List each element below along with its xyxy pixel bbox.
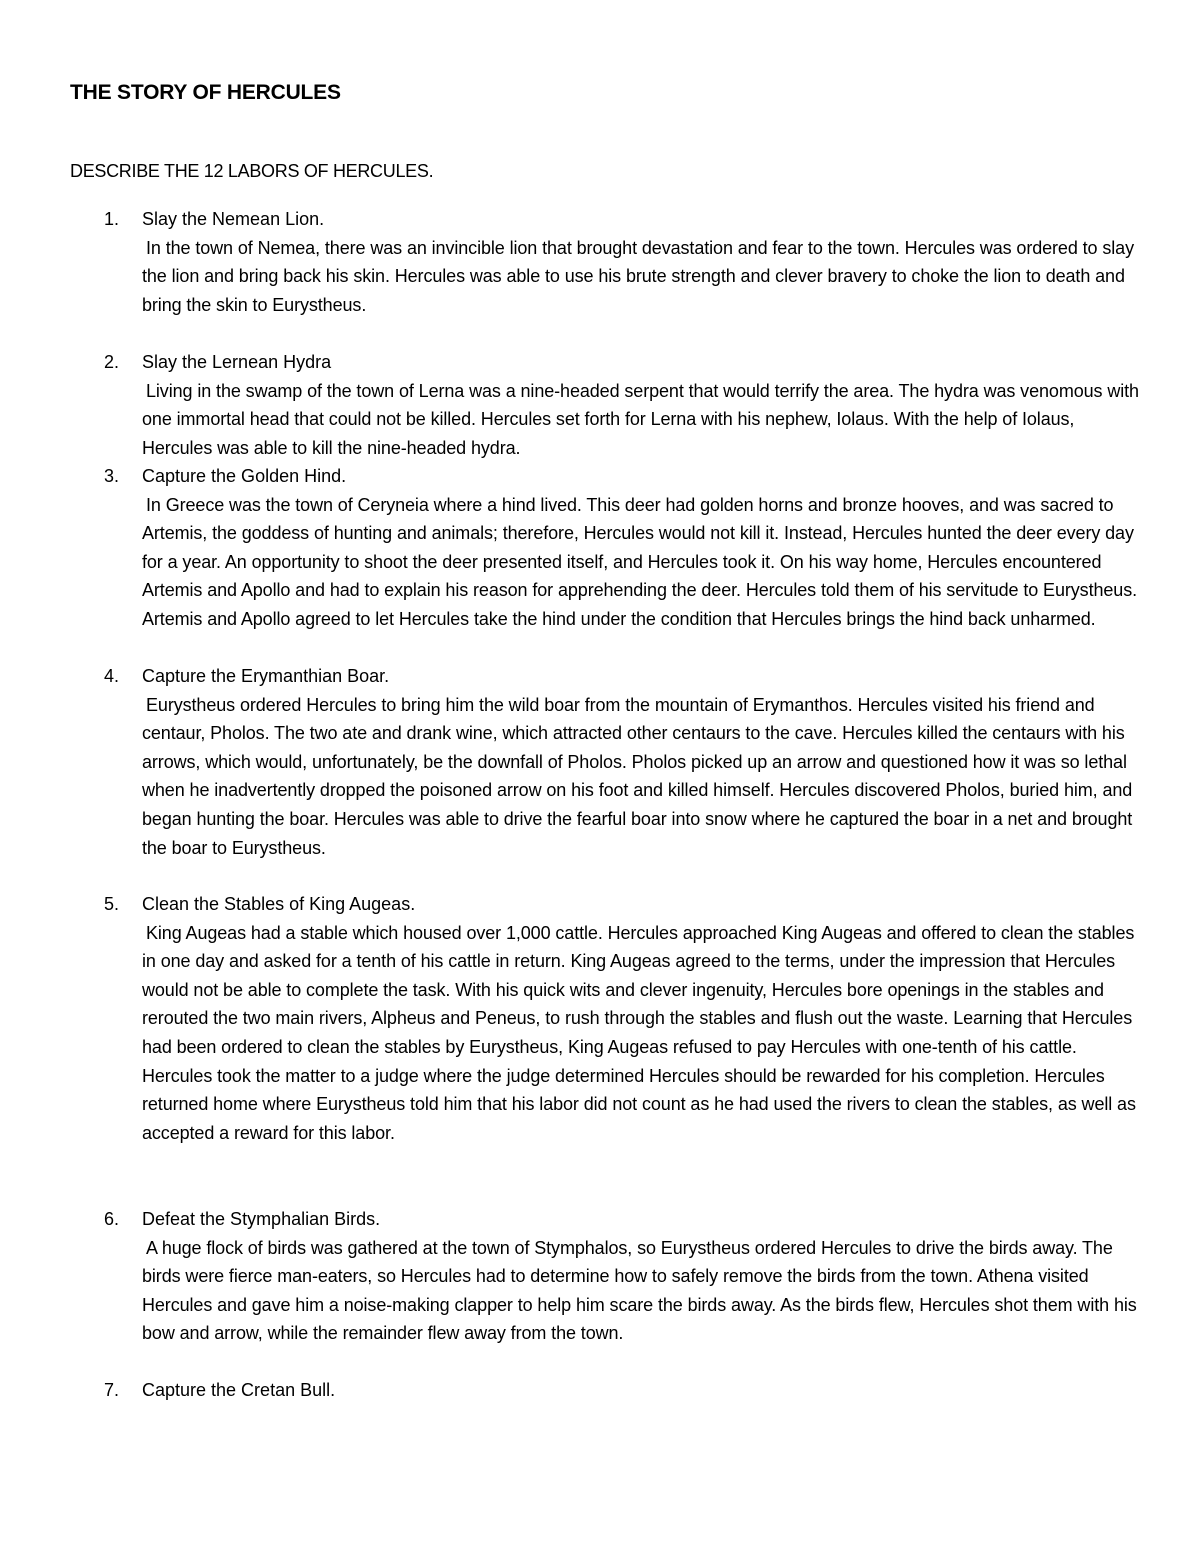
labor-title: Slay the Lernean Hydra [142, 352, 332, 372]
document-title: THE STORY OF HERCULES [70, 81, 341, 104]
labor-title: Clean the Stables of King Augeas. [142, 894, 416, 914]
labor-number: 3. [104, 466, 120, 486]
labor-description: A huge flock of birds was gathered at the town of Stymphalos, so Eurystheus ordered Hercules to drive the birds away. The birds were fierce man-eaters, so Hercules had to determine how to safely remove the birds from the town. Athena visited Hercules and gave him a noise-making clapper to help him scare the birds away. As the birds flew, Hercules shot them with his bow and arrow, while the remainder flew away from the town. [142, 1237, 1137, 1344]
labor-title: Slay the Nemean Lion. [142, 209, 325, 229]
labor-title: Capture the Golden Hind. [142, 466, 347, 486]
document-subtitle: DESCRIBE THE 12 LABORS OF HERCULES. [70, 161, 434, 181]
labor-title: Capture the Cretan Bull. [142, 1380, 336, 1400]
labor-number: 5. [104, 894, 120, 914]
labor-number: 4. [104, 666, 120, 686]
labor-number: 6. [104, 1209, 120, 1229]
labor-description: In Greece was the town of Ceryneia where a hind lived. This deer had golden horns and bronze hooves, and was sacred to Artemis, the goddess of hunting and animals; therefore, Hercules would not kill it. Instead, Hercules hunted the deer every day for a year. An opportunity to shoot the deer presented itself, and Hercules took it. On his way home, Hercules encountered Artemis and Apollo and had to explain his reason for apprehending the deer. Hercules told them of his servitude to Eurystheus. Artemis and Apollo agreed to let Hercules take the hind under the condition that Hercules brings the hind back unharmed. [142, 494, 1138, 629]
labor-description: Living in the swamp of the town of Lerna was a nine-headed serpent that would terrify the area. The hydra was venomous with one immortal head that could not be killed. Hercules set forth for Lerna with his nephew, Iolaus. With the help of Iolaus, Hercules was able to kill the nine-headed hydra. [142, 380, 1139, 458]
labor-number: 2. [104, 352, 120, 372]
labor-description: King Augeas had a stable which housed over 1,000 cattle. Hercules approached King Augeas and offered to clean the stables in one day and asked for a tenth of his cattle in return. King Augeas agreed to the terms, under the impression that Hercules would not be able to complete the task. With his quick wits and clever ingenuity, Hercules bore openings in the stables and rerouted the two main rivers, Alpheus and Peneus, to rush through the stables and flush out the waste. Learning that Hercules had been ordered to clean the stables by Eurystheus, King Augeas refused to pay Hercules with one-tenth of his cattle. Hercules took the matter to a judge where the judge determined Hercules should be rewarded for his completion. Hercules returned home where Eurystheus told him that his labor did not count as he had used the rivers to clean the stables, as well as accepted a reward for this labor. [142, 922, 1136, 1143]
labor-title: Defeat the Stymphalian Birds. [142, 1209, 381, 1229]
labor-number: 1. [104, 209, 120, 229]
labor-title: Capture the Erymanthian Boar. [142, 666, 390, 686]
labor-description: Eurystheus ordered Hercules to bring him the wild boar from the mountain of Erymanthos. Hercules visited his friend and centaur, Pholos. The two ate and drank wine, which attracted other centaurs to the cave. Hercules killed the centaurs with his arrows, which would, unfortunately, be the downfall of Pholos. Pholos picked up an arrow and questioned how it was so lethal when he inadvertently dropped the poisoned arrow on his foot and killed himself. Hercules discovered Pholos, buried him, and began hunting the boar. Hercules was able to drive the fearful boar into snow where he captured the boar in a net and brought the boar to Eurystheus. [142, 694, 1133, 858]
labor-number: 7. [104, 1380, 120, 1400]
labor-description: In the town of Nemea, there was an invincible lion that brought devastation and fear to the town. Hercules was ordered to slay the lion and bring back his skin. Hercules was able to use his brute strength and clever bravery to choke the lion to death and bring the skin to Eurystheus. [142, 237, 1134, 315]
